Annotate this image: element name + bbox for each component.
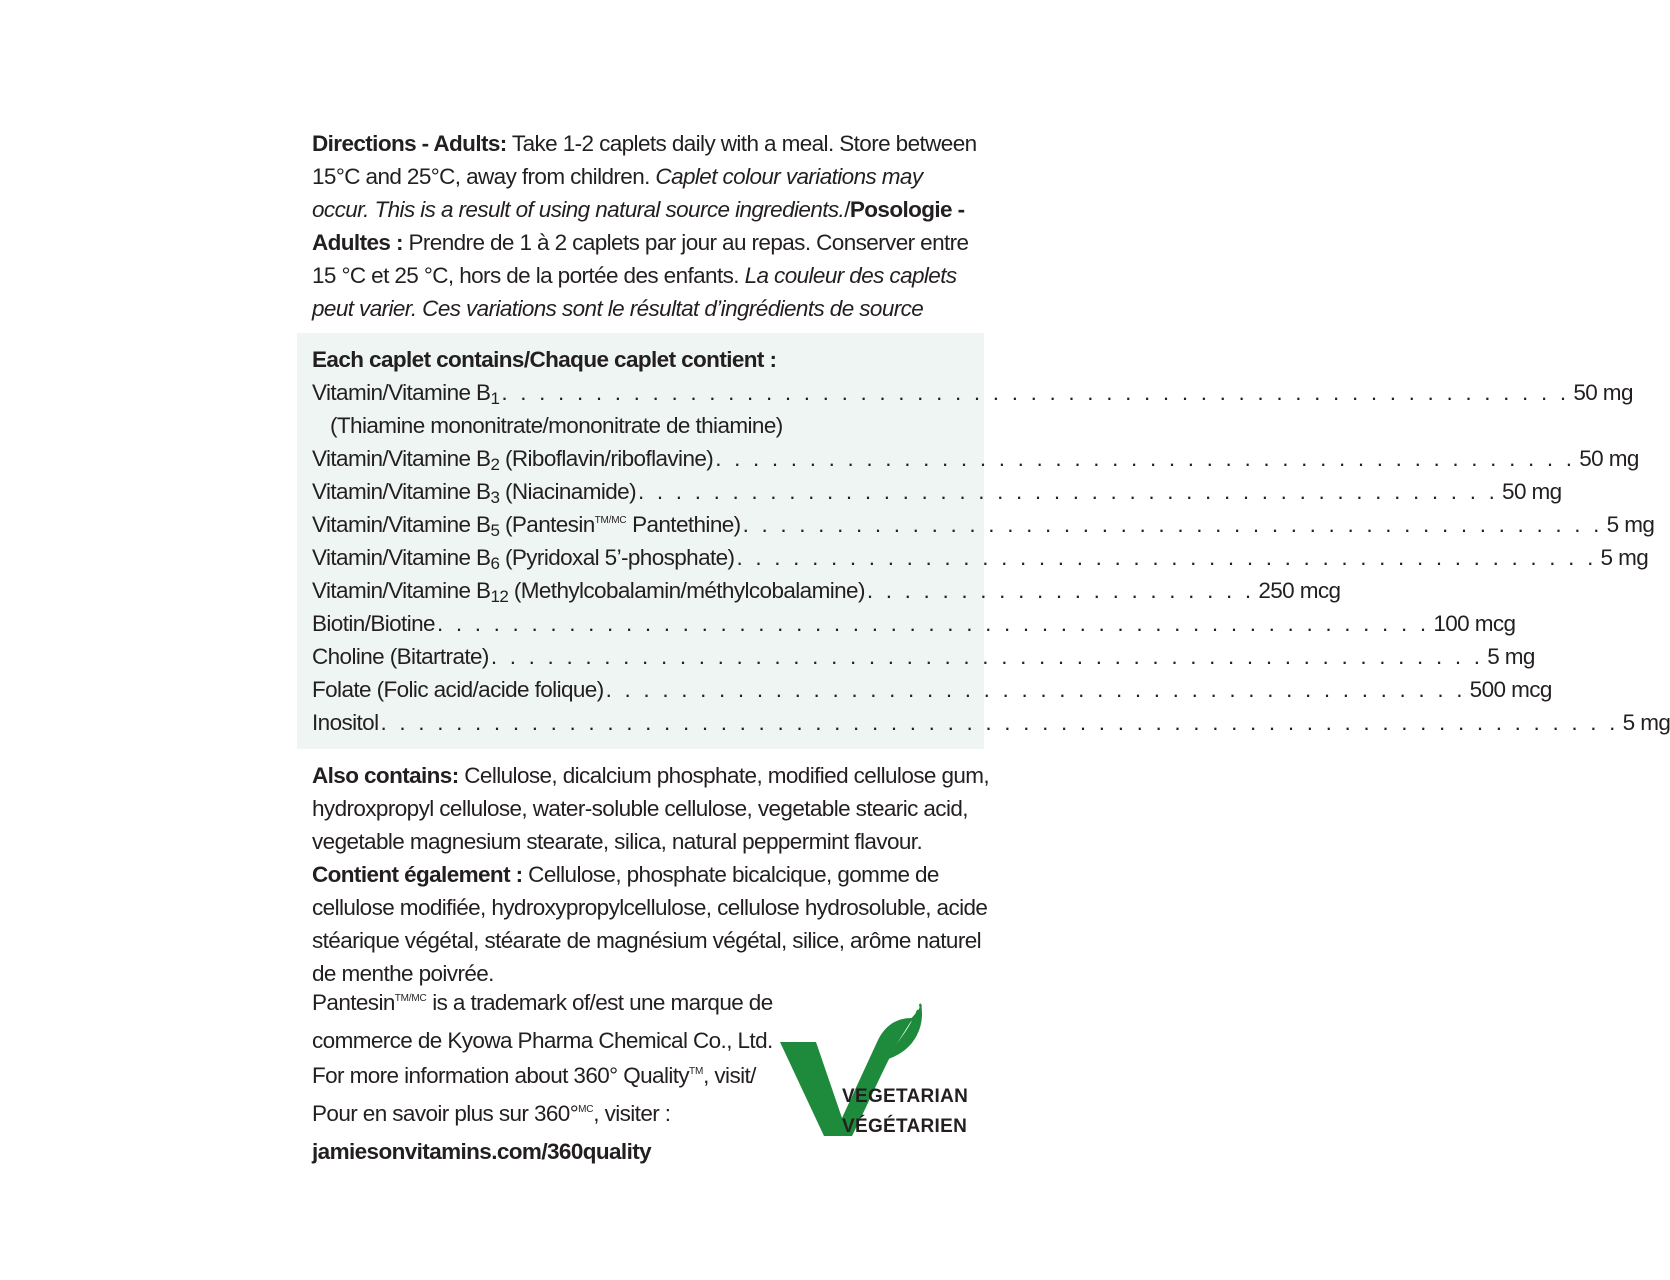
nutrient-amount: 5 mg <box>1622 710 1670 735</box>
also-contains-text-fr: Cellulose, phosphate bicalcique, gomme de cellulose modifiée, hydroxypropylcellulose, cellulose hydrosoluble, acide stéarique végétal, stéarate de magnésium végétal, silice, arôme naturel de menthe poivrée. <box>312 862 988 986</box>
nutrient-detail: Pantethine) <box>626 512 741 537</box>
nutrient-amount: 5 mg <box>1487 644 1535 669</box>
leader-dots: . . . . . . . . . . . . . . . . . . . . . . . . . . . . . . . . . . . . . . . . . . . . . . <box>736 545 1597 570</box>
more-info-text: For more information about 360° Quality <box>312 1063 690 1088</box>
also-contains-heading-en: Also contains: <box>312 763 459 788</box>
nutrient-amount: 50 mg <box>1573 380 1633 405</box>
nutrient-detail: (Methylcobalamin/méthylcobalamine) <box>508 578 865 603</box>
nutrient-name: Vitamin/Vitamine B <box>312 512 491 537</box>
nutrient-heading: Each caplet contains/Chaque caplet contient : <box>312 347 777 372</box>
nutrient-table <box>312 343 1670 739</box>
nutrient-name: Biotin/Biotine <box>312 611 435 636</box>
more-info-text: Pour en savoir plus sur 360° <box>312 1101 579 1126</box>
nutrient-row-folate <box>312 673 1552 706</box>
trademark-mark: TM <box>689 1066 704 1077</box>
nutrient-detail: (Niacinamide) <box>499 479 636 504</box>
nutrient-row-inositol <box>312 706 1670 739</box>
website-link[interactable]: jamiesonvitamins.com/360quality <box>312 1139 652 1164</box>
nutrient-subscript: 3 <box>490 488 500 507</box>
more-info-line-fr <box>312 1097 782 1135</box>
leader-dots: . . . . . . . . . . . . . . . . . . . . . . . . . . . . . . . . . . . . . . . . . . . . . . <box>715 446 1576 471</box>
vegetarian-word-en: VEGETARIAN <box>842 1086 969 1107</box>
leader-dots: . . . . . . . . . . . . . . . . . . . . . . . . . . . . . . . . . . . . . . . . . . . . . . <box>605 677 1466 702</box>
more-info-text: , visiter : <box>593 1101 671 1126</box>
trademark-notice <box>312 986 782 1057</box>
nutrient-name: Choline (Bitartrate) <box>312 644 489 669</box>
nutrient-detail: (Riboflavin/riboflavine) <box>499 446 714 471</box>
trademark-text: is a trademark of/est une marque de commerce de Kyowa Pharma Chemical Co., Ltd. <box>312 990 773 1053</box>
trademark-mark: MC <box>578 1104 594 1115</box>
nutrient-row-b2 <box>312 442 1639 475</box>
nutrient-row-b5 <box>312 508 1655 541</box>
more-info <box>312 1059 782 1168</box>
nutrient-row-biotin <box>312 607 1516 640</box>
also-contains-en <box>312 759 992 858</box>
directions-note-en: Caplet colour variations may occur. This is a result of using natural source ingredients. <box>312 164 923 222</box>
nutrient-subscript: 5 <box>490 521 500 540</box>
leader-dots: . . . . . . . . . . . . . . . . . . . . . . . . . . . . . . . . . . . . . . . . . . . . . . <box>637 479 1499 504</box>
leader-dots: . . . . . . . . . . . . . . . . . . . . . . . . . . . . . . . . . . . . . . . . . . . . . . . . . . . . . . . . . <box>501 380 1570 405</box>
nutrient-detail: (Pantesin <box>499 512 595 537</box>
more-info-text: , visit/ <box>703 1063 756 1088</box>
nutrient-name: Vitamin/Vitamine B <box>312 479 491 504</box>
nutrient-subscript: 6 <box>490 554 500 573</box>
nutrient-name: Vitamin/Vitamine B <box>312 446 491 471</box>
nutrient-row-b6 <box>312 541 1649 574</box>
nutrient-row-choline <box>312 640 1535 673</box>
leader-dots: . . . . . . . . . . . . . . . . . . . . . <box>866 578 1255 603</box>
nutrient-name: Vitamin/Vitamine B <box>312 545 491 570</box>
directions-text-fr: Prendre de 1 à 2 caplets par jour au repas. Conserver entre 15 °C et 25 °C, hors de la portée des enfants. <box>312 230 969 288</box>
trademark-mark: TM/MC <box>594 515 627 526</box>
leader-dots: . . . . . . . . . . . . . . . . . . . . . . . . . . . . . . . . . . . . . . . . . . . . . . . . . . . . . <box>436 611 1430 636</box>
nutrient-name: Vitamin/Vitamine B <box>312 578 491 603</box>
nutrient-row-b12 <box>312 574 1341 607</box>
directions-separator: / <box>844 197 850 222</box>
trademark-mark: TM/MC <box>394 993 427 1004</box>
directions-paragraph <box>312 127 984 358</box>
nutrient-amount: 50 mg <box>1579 446 1639 471</box>
also-contains-fr <box>312 858 992 990</box>
nutrient-subscript: 12 <box>490 587 509 606</box>
directions-note-fr: La couleur des caplets peut varier. Ces variations sont le résultat d’ingrédients de source <box>312 263 957 321</box>
nutrient-name: Vitamin/Vitamine B <box>312 380 491 405</box>
directions-heading-fr: Posologie - Adultes : <box>312 197 965 255</box>
nutrient-amount: 5 mg <box>1606 512 1655 537</box>
also-contains-heading-fr: Contient également : <box>312 862 523 887</box>
leader-dots: . . . . . . . . . . . . . . . . . . . . . . . . . . . . . . . . . . . . . . . . . . . . . . <box>742 512 1603 537</box>
also-contains-text-en: Cellulose, dicalcium phosphate, modified cellulose gum, hydroxpropyl cellulose, water-soluble cellulose, vegetable stearic acid, vegetable magnesium stearate, silica, natural peppermint flavour. <box>312 763 990 854</box>
directions-heading-en: Directions - Adults: <box>312 131 507 156</box>
nutrient-amount: 100 mcg <box>1433 611 1516 636</box>
directions-text-en: Take 1-2 caplets daily with a meal. Store between 15°C and 25°C, away from children. <box>312 131 977 189</box>
nutrient-subscript: 2 <box>490 455 500 474</box>
nutrient-row-b1-source <box>312 409 956 442</box>
nutrient-amount: 250 mcg <box>1258 578 1341 603</box>
nutrient-amount: 500 mcg <box>1469 677 1552 702</box>
nutrient-name: Folate (Folic acid/acide folique) <box>312 677 604 702</box>
nutrient-amount: 5 mg <box>1600 545 1649 570</box>
more-info-line-en <box>312 1059 782 1097</box>
leader-dots: . . . . . . . . . . . . . . . . . . . . . . . . . . . . . . . . . . . . . . . . . . . . . . . . . . . . . . . . . . . . . . . . . . <box>380 710 1619 735</box>
also-contains-paragraph <box>312 759 992 990</box>
nutrient-row-b1 <box>312 376 1633 409</box>
leader-dots: . . . . . . . . . . . . . . . . . . . . . . . . . . . . . . . . . . . . . . . . . . . . . . . . . . . . . <box>490 644 1484 669</box>
nutrient-detail: (Pyridoxal 5’-phosphate) <box>499 545 735 570</box>
vegetarian-word-fr: VÉGÉTARIEN <box>842 1116 968 1137</box>
nutrient-name: Inositol <box>312 710 379 735</box>
nutrient-source: (Thiamine mononitrate/mononitrate de thiamine) <box>330 413 783 438</box>
trademark-brand: Pantesin <box>312 990 395 1015</box>
nutrient-amount: 50 mg <box>1502 479 1562 504</box>
nutrient-row-b3 <box>312 475 1562 508</box>
nutrient-subscript: 1 <box>490 389 500 408</box>
